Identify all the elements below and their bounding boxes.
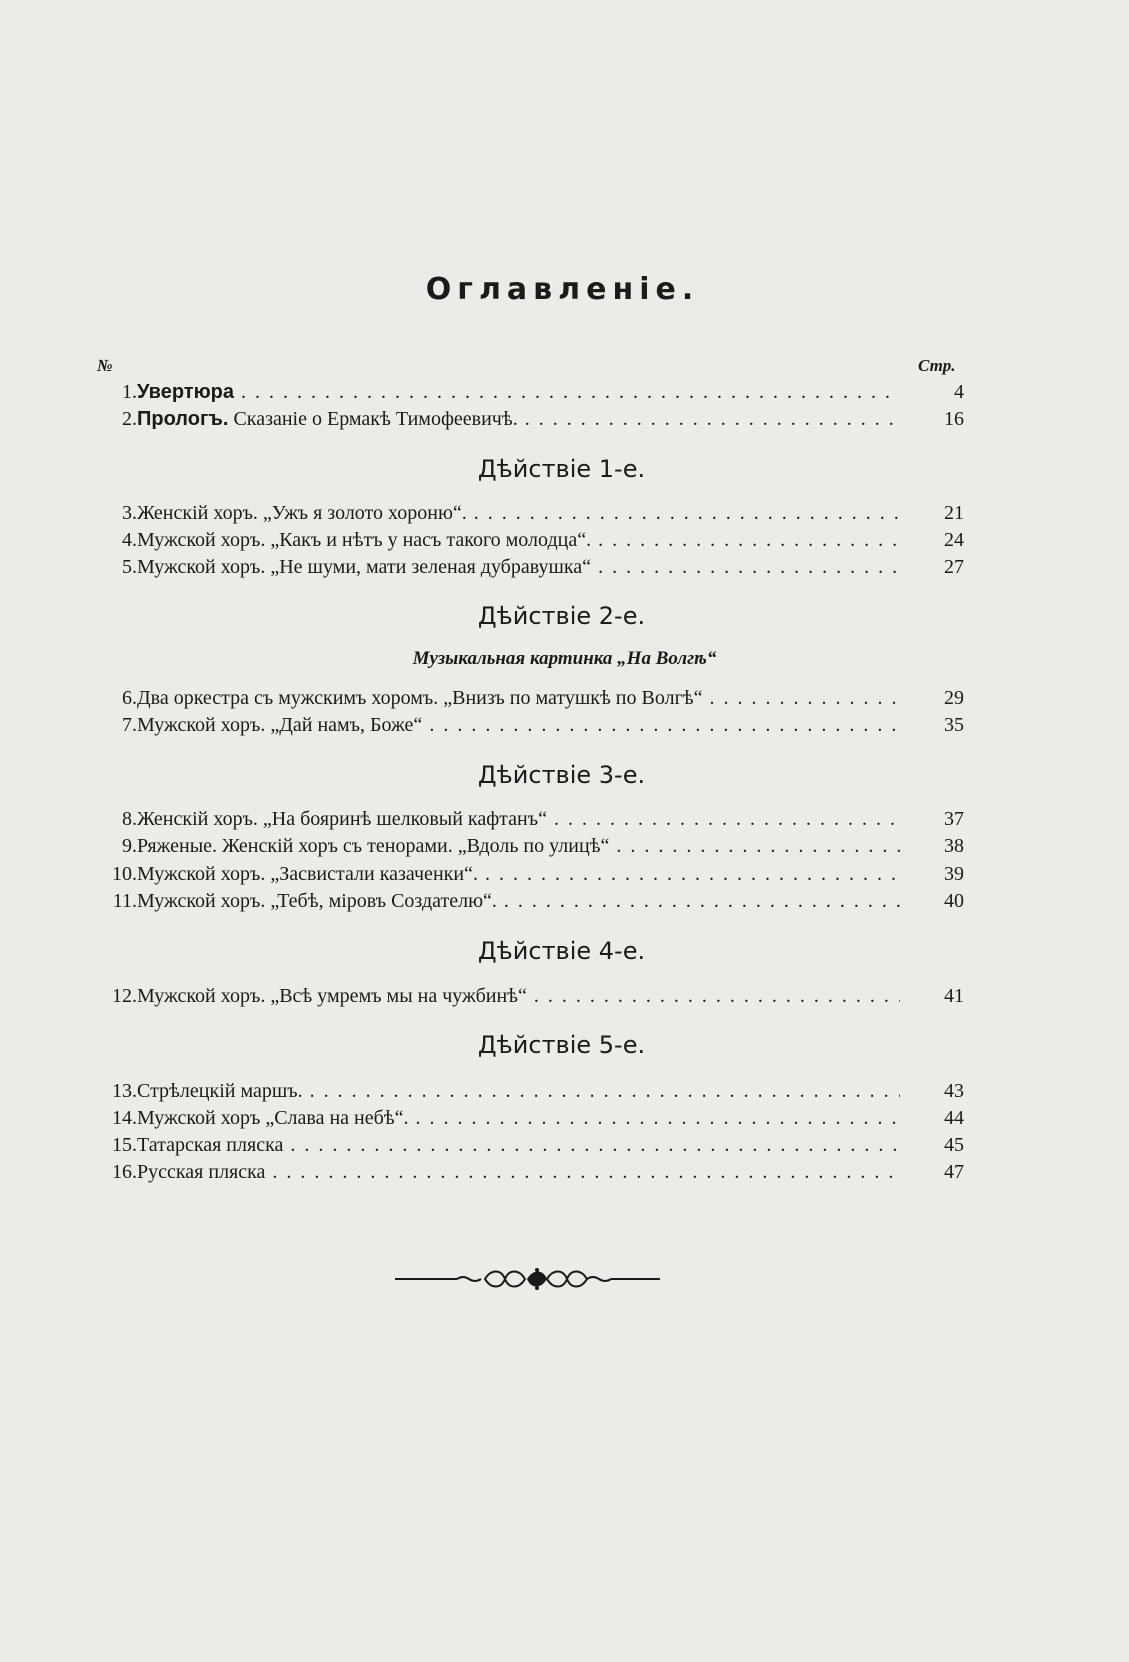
- toc-entry: [0, 832, 1129, 860]
- entry-page: 38: [900, 832, 964, 860]
- entry-number: 5.: [122, 556, 137, 578]
- entry-number: 2.: [122, 408, 137, 430]
- entry-page: 24: [900, 526, 964, 554]
- entry-page: 41: [900, 982, 964, 1010]
- entry-title-bold: Увертюра: [137, 381, 235, 403]
- entry-page: 47: [900, 1158, 964, 1186]
- entry-number: 16.: [112, 1161, 137, 1183]
- toc-entry: [0, 1104, 1129, 1132]
- number-column-header: №: [97, 356, 113, 375]
- page-column-header: Стр.: [918, 356, 956, 375]
- entry-page: 37: [900, 805, 964, 833]
- entry-number: 10.: [112, 863, 137, 885]
- entry-page: 45: [900, 1131, 964, 1159]
- entry-title: Мужской хоръ. „Всѣ умремъ мы на чужбинѣ“ . . .: [137, 982, 917, 1010]
- toc-entry: [0, 887, 1129, 915]
- entry-number: 14.: [112, 1107, 137, 1129]
- entry-title: Татарская пляска . . .: [137, 1131, 917, 1159]
- entry-page: 27: [900, 553, 964, 581]
- entry-title: Стрѣлецкій маршъ. . . .: [137, 1077, 917, 1105]
- entry-title: Два оркестра съ мужскимъ хоромъ. „Внизъ по матушкѣ по Волгѣ“ . . .: [137, 684, 917, 712]
- page-title: Оглавленіе.: [425, 272, 700, 307]
- entry-title: Мужской хоръ „Слава на небѣ“. . . .: [137, 1104, 917, 1132]
- toc-entry: [0, 1158, 1129, 1186]
- entry-page: 29: [900, 684, 964, 712]
- entry-title: Мужской хоръ. „Не шуми, мати зеленая дубравушка“ . . .: [137, 553, 917, 581]
- toc-entry: [0, 1077, 1129, 1105]
- act-heading: Дѣйствіе 5-е.: [477, 1031, 646, 1059]
- entry-page: 44: [900, 1104, 964, 1132]
- toc-entry: [0, 378, 1129, 406]
- entry-number: 12.: [112, 985, 137, 1007]
- entry-title: Русская пляска . . .: [137, 1158, 917, 1186]
- entry-page: 16: [900, 405, 964, 433]
- act-heading: Дѣйствіе 1-е.: [477, 455, 646, 483]
- entry-page: 4: [900, 378, 964, 406]
- entry-title: Мужской хоръ. „Тебѣ, міровъ Создателю“. . . .: [137, 887, 917, 915]
- act-subtitle: Музыкальная картинка „На Волгѣ“: [412, 648, 717, 669]
- toc-entry: [0, 711, 1129, 739]
- entry-page: 43: [900, 1077, 964, 1105]
- toc-entry: [0, 1131, 1129, 1159]
- toc-entry: [0, 553, 1129, 581]
- ornament-divider-icon: [395, 1264, 660, 1294]
- entry-page: 39: [900, 860, 964, 888]
- toc-entry: [0, 405, 1129, 433]
- entry-title: Мужской хоръ. „Какъ и нѣтъ у насъ такого молодца“. . . .: [137, 526, 917, 554]
- entry-page: 40: [900, 887, 964, 915]
- act-heading: Дѣйствіе 2-е.: [477, 602, 646, 630]
- entry-title: Мужской хоръ. „Засвистали казаченки“. . . .: [137, 860, 917, 888]
- toc-entry: [0, 499, 1129, 527]
- entry-title: Женскій хоръ. „Ужъ я золото хороню“. . . .: [137, 499, 917, 527]
- entry-number: 8.: [122, 808, 137, 830]
- entry-title: Женскій хоръ. „На бояринѣ шелковый кафтанъ“ . . .: [137, 805, 917, 833]
- entry-title-rest: Сказаніе о Ермакѣ Тимофеевичѣ.: [228, 408, 518, 430]
- act-heading: Дѣйствіе 4-е.: [477, 937, 646, 965]
- toc-entry: [0, 684, 1129, 712]
- toc-entry: [0, 982, 1129, 1010]
- toc-entry: [0, 526, 1129, 554]
- entry-title: Мужской хоръ. „Дай намъ, Боже“ . . .: [137, 711, 917, 739]
- act-heading: Дѣйствіе 3-е.: [477, 761, 646, 789]
- entry-title: Ряженые. Женскій хоръ съ тенорами. „Вдоль по улицѣ“ . . .: [137, 832, 917, 860]
- entry-number: 6.: [122, 687, 137, 709]
- entry-number: 7.: [122, 714, 137, 736]
- entry-number: 15.: [112, 1134, 137, 1156]
- entry-number: 11.: [112, 890, 137, 912]
- entry-number: 3.: [122, 502, 137, 524]
- entry-title: [137, 378, 917, 406]
- entry-number: 9.: [122, 835, 137, 857]
- entry-page: 35: [900, 711, 964, 739]
- entry-title-bold: Прологъ.: [137, 408, 229, 430]
- toc-entry: [0, 805, 1129, 833]
- entry-number: 1.: [122, 381, 137, 403]
- entry-page: 21: [900, 499, 964, 527]
- entry-title: [137, 405, 917, 433]
- toc-entry: [0, 860, 1129, 888]
- entry-number: 4.: [122, 529, 137, 551]
- entry-number: 13.: [112, 1080, 137, 1102]
